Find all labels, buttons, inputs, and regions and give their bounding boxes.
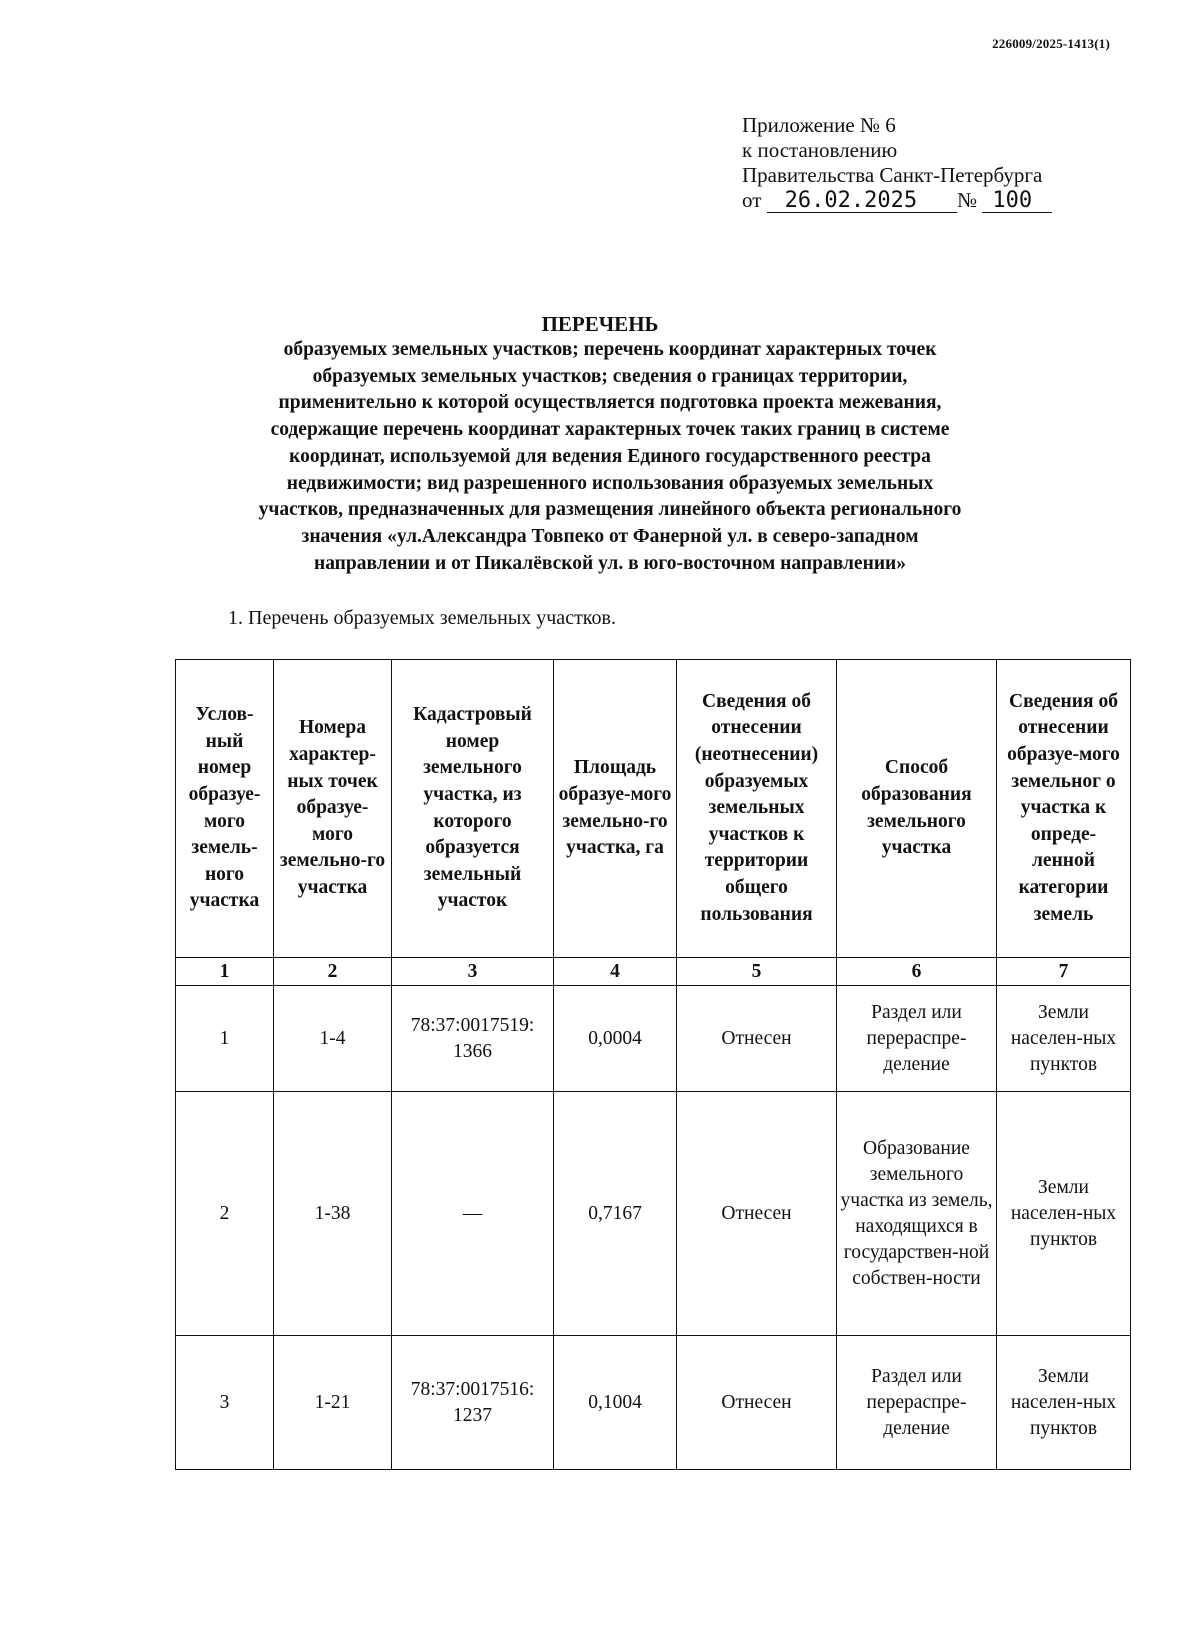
- section-heading: 1. Перечень образуемых земельных участков.: [228, 607, 616, 629]
- cell-category: Земли населен-ных пунктов: [997, 986, 1131, 1092]
- header-area: Площадь образуе-мого земельно-го участка, га: [554, 660, 677, 958]
- appendix-line-3: Правительства Санкт-Петербурга: [742, 163, 1043, 187]
- cell-area: 0,0004: [554, 986, 677, 1092]
- subtitle-line: координат, используемой для ведения Единого государственного реестра: [289, 445, 931, 467]
- column-number-row: [176, 958, 1131, 986]
- cell-method: Раздел или перераспре-деление: [837, 986, 997, 1092]
- document-subtitle: [170, 337, 1050, 577]
- column-number: 1: [176, 958, 274, 986]
- cell-points: 1-21: [274, 1336, 392, 1470]
- subtitle-line: участков, предназначенных для размещения линейного объекта регионального: [258, 499, 962, 521]
- column-number: 6: [837, 958, 997, 986]
- cell-points: 1-38: [274, 1092, 392, 1336]
- header-plot-number: Услов-ный номер образуе-мого земель-ного участка: [176, 660, 274, 958]
- subtitle-line: значения «ул.Александра Товпеко от Фанерной ул. в северо-западном: [301, 525, 919, 547]
- cell-points: 1-4: [274, 986, 392, 1092]
- cell-plot-number: 3: [176, 1336, 274, 1470]
- cell-method: Раздел или перераспре-деление: [837, 1336, 997, 1470]
- subtitle-line: недвижимости; вид разрешенного использования образуемых земельных: [286, 472, 934, 494]
- header-cadastral: Кадастровый номер земельного участка, из которого образуется земельный участок: [392, 660, 554, 958]
- header-points: Номера характер-ных точек образуе-мого земельно-го участка: [274, 660, 392, 958]
- cell-category: Земли населен-ных пунктов: [997, 1092, 1131, 1336]
- cell-category: Земли населен-ных пунктов: [997, 1336, 1131, 1470]
- appendix-date-line: [742, 188, 1052, 213]
- cell-area: 0,1004: [554, 1336, 677, 1470]
- cell-plot-number: 2: [176, 1092, 274, 1336]
- subtitle-line: образуемых земельных участков; перечень координат характерных точек: [283, 339, 937, 360]
- appendix-line-2: к постановлению: [742, 138, 898, 162]
- cell-plot-number: 1: [176, 986, 274, 1092]
- cell-cadastral: 78:37:0017516: 1237: [392, 1336, 554, 1470]
- column-number: 4: [554, 958, 677, 986]
- cell-area: 0,7167: [554, 1092, 677, 1336]
- table-row: [176, 986, 1131, 1092]
- column-number: 7: [997, 958, 1131, 986]
- land-plots-table-wrap: [175, 659, 1131, 1470]
- cell-method: Образование земельного участка из земель, находящихся в государствен-ной собствен-ности: [837, 1092, 997, 1336]
- resolution-date: 26.02.2025: [767, 190, 957, 213]
- table-row: [176, 1092, 1131, 1336]
- cell-public-use: Отнесен: [677, 986, 837, 1092]
- appendix-block: [742, 113, 1052, 213]
- date-prefix: от: [742, 188, 762, 212]
- subtitle-line: направлении и от Пикалёвской ул. в юго-восточном направлении»: [313, 552, 907, 574]
- cell-cadastral: —: [392, 1092, 554, 1336]
- registry-number: 226009/2025-1413(1): [992, 36, 1110, 51]
- table-header-row: [176, 660, 1131, 958]
- column-number: 3: [392, 958, 554, 986]
- header-public-use: Сведения об отнесении (неотнесении) образуемых земельных участков к территории общего пользования: [677, 660, 837, 958]
- cell-public-use: Отнесен: [677, 1092, 837, 1336]
- subtitle-line: применительно к которой осуществляется подготовка проекта межевания,: [278, 392, 942, 414]
- subtitle-line: образуемых земельных участков; сведения о границах территории,: [312, 365, 908, 387]
- column-number: 5: [677, 958, 837, 986]
- cell-public-use: Отнесен: [677, 1336, 837, 1470]
- appendix-line-1: Приложение № 6: [742, 113, 896, 137]
- table-row: [176, 1336, 1131, 1470]
- number-prefix: №: [957, 188, 978, 212]
- header-method: Способ образования земельного участка: [837, 660, 997, 958]
- cell-cadastral: 78:37:0017519: 1366: [392, 986, 554, 1092]
- subtitle-line: содержащие перечень координат характерных точек таких границ в системе: [270, 419, 950, 441]
- header-category: Сведения об отнесении образуе-мого земельног о участка к опреде-ленной категории земель: [997, 660, 1131, 958]
- document-title: ПЕРЕЧЕНЬ: [541, 312, 659, 336]
- resolution-number: 100: [982, 190, 1052, 213]
- column-number: 2: [274, 958, 392, 986]
- land-plots-table: [175, 659, 1131, 1470]
